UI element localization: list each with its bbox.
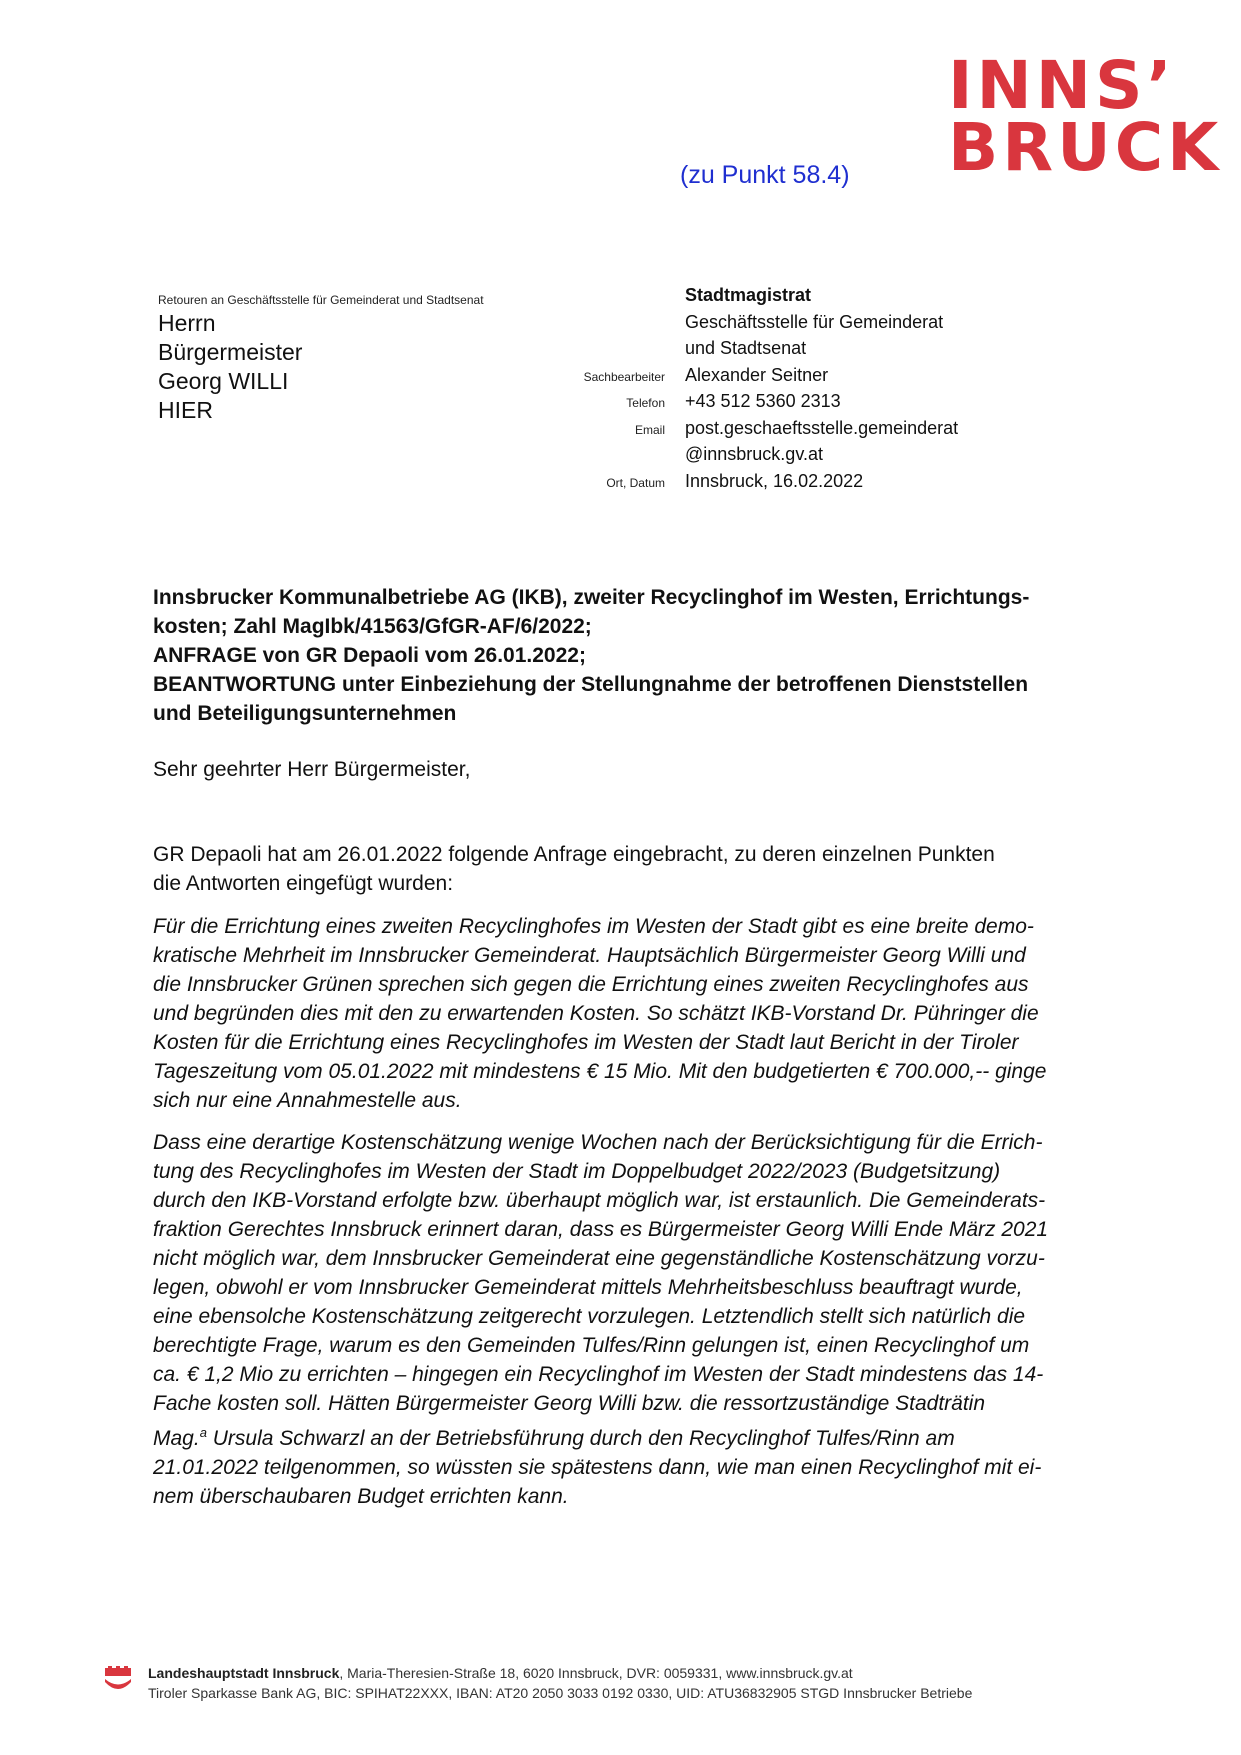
intro-paragraph bbox=[153, 840, 1121, 898]
sender-dept-line-1: Geschäftsstelle für Gemeinderat bbox=[685, 311, 944, 332]
sender-dept-line-2: und Stadtsenat bbox=[685, 338, 807, 358]
footer-address: , Maria-Theresien-Straße 18, 6020 Innsbruck, DVR: 0059331, www.innsbruck.gv.at bbox=[339, 1665, 853, 1681]
paragraph-line: nicht möglich war, dem Innsbrucker Gemeinderat eine gegenständliche Kostenschätzung vorzu- bbox=[153, 1247, 1045, 1270]
paragraph-line: die Innsbrucker Grünen sprechen sich gegen die Errichtung eines zweiten Recyclinghofes aus bbox=[153, 973, 1029, 996]
paragraph-line: Dass eine derartige Kostenschätzung wenige Wochen nach der Berücksichtigung für die Errich- bbox=[153, 1131, 1043, 1154]
paragraph-line: eine ebensolche Kostenschätzung zeitgerecht vorzulegen. Letztendlich stellt sich natürlich die bbox=[153, 1305, 1026, 1328]
ort-datum-value: Innsbruck, 16.02.2022 bbox=[685, 470, 864, 491]
sender-office: Stadtmagistrat bbox=[685, 285, 812, 305]
paragraph-line: Tageszeitung vom 05.01.2022 mit mindestens € 15 Mio. Mit den budgetierten € 700.000,-- ginge bbox=[153, 1060, 1047, 1083]
subject-line: BEANTWORTUNG unter Einbeziehung der Stellungnahme der betroffenen Dienststellen bbox=[153, 673, 1029, 696]
footer-line-1 bbox=[148, 1665, 853, 1681]
paragraph-line: Für die Errichtung eines zweiten Recyclinghofes im Westen der Stadt gibt es eine breite demo- bbox=[153, 915, 1034, 938]
return-address: Retouren an Geschäftsstelle für Gemeinderat und Stadtsenat bbox=[158, 293, 484, 307]
agenda-reference: (zu Punkt 58.4) bbox=[680, 161, 850, 189]
paragraph-line: fraktion Gerechtes Innsbruck erinnert daran, dass es Bürgermeister Georg Willi Ende März 2021 bbox=[153, 1218, 1049, 1241]
telefon-value: +43 512 5360 2313 bbox=[685, 391, 841, 411]
paragraph-line: nem überschaubaren Budget errichten kann. bbox=[153, 1485, 569, 1508]
recipient-line: HIER bbox=[158, 397, 213, 423]
salutation: Sehr geehrter Herr Bürgermeister, bbox=[153, 758, 471, 781]
paragraph-line: ca. € 1,2 Mio zu errichten – hingegen ein Recyclinghof im Westen der Stadt mindestens das 14- bbox=[153, 1363, 1044, 1386]
ort-datum-label: Ort, Datum bbox=[606, 475, 665, 490]
subject-line: kosten; Zahl MagIbk/41563/GfGR-AF/6/2022; bbox=[153, 615, 592, 638]
subject-line: ANFRAGE von GR Depaoli vom 26.01.2022; bbox=[153, 644, 586, 667]
recipient-address bbox=[158, 309, 302, 425]
email-label: Email bbox=[634, 422, 665, 437]
footer-line-2: Tiroler Sparkasse Bank AG, BIC: SPIHAT22XXX, IBAN: AT20 2050 3033 0192 0330, UID: ATU36832905 STGD Innsbrucker Betriebe bbox=[148, 1685, 973, 1701]
paragraph-line: berechtigte Frage, warum es den Gemeinden Tulfes/Rinn gelungen ist, einen Recyclinghof um bbox=[153, 1334, 1030, 1357]
innsbruck-logo bbox=[948, 47, 1223, 186]
paragraph-line: Fache kosten soll. Hätten Bürgermeister Georg Willi bzw. die ressortzuständige Stadträtin bbox=[153, 1392, 986, 1415]
paragraph-line: durch den IKB-Vorstand erfolgte bzw. überhaupt möglich war, ist erstaunlich. Die Gemeinderats- bbox=[153, 1189, 1046, 1212]
paragraph-line bbox=[153, 1418, 1121, 1453]
logo-line-2: BRUCK bbox=[948, 109, 1223, 186]
recipient-line: Bürgermeister bbox=[158, 339, 303, 365]
logo-line-1: INNS’ bbox=[948, 47, 1176, 124]
city-crest-icon bbox=[104, 1666, 132, 1696]
recipient-line: Herrn bbox=[158, 310, 216, 336]
telefon-label: Telefon bbox=[626, 396, 665, 410]
paragraph-line: und begründen dies mit den zu erwartenden Kosten. So schätzt IKB-Vorstand Dr. Pühringer die bbox=[153, 1002, 1039, 1025]
intro-line-2: die Antworten eingefügt wurden: bbox=[153, 872, 454, 895]
sachbearbeiter-value: Alexander Seitner bbox=[685, 364, 829, 385]
sender-block bbox=[565, 285, 995, 497]
recipient-line: Georg WILLI bbox=[158, 368, 289, 394]
quoted-paragraph-2 bbox=[153, 1128, 1121, 1511]
intro-line-1: GR Depaoli hat am 26.01.2022 folgende Anfrage eingebracht, zu deren einzelnen Punkten bbox=[153, 843, 995, 866]
mag-rest: Ursula Schwarzl an der Betriebsführung durch den Recyclinghof Tulfes/Rinn am bbox=[206, 1427, 955, 1450]
mag-prefix: Mag. bbox=[153, 1427, 200, 1450]
paragraph-line: sich nur eine Annahmestelle aus. bbox=[153, 1089, 462, 1112]
paragraph-line: legen, obwohl er vom Innsbrucker Gemeinderat mittels Mehrheitsbeschluss beauftragt wurde, bbox=[153, 1276, 1023, 1299]
subject bbox=[153, 583, 1113, 728]
paragraph-line: tung des Recyclinghofes im Westen der Stadt im Doppelbudget 2022/2023 (Budgetsitzung) bbox=[153, 1160, 1001, 1183]
paragraph-line: 21.01.2022 teilgenommen, so wüssten sie spätestens dann, wie man einen Recyclinghof mit ei- bbox=[153, 1456, 1042, 1479]
subject-line: und Beteiligungsunternehmen bbox=[153, 702, 457, 725]
footer-org: Landeshauptstadt Innsbruck bbox=[148, 1665, 340, 1681]
quoted-paragraph-1 bbox=[153, 912, 1121, 1115]
subject-line: Innsbrucker Kommunalbetriebe AG (IKB), zweiter Recyclinghof im Westen, Errichtungs- bbox=[153, 586, 1030, 609]
paragraph-line: Kosten für die Errichtung eines Recyclinghofes im Westen der Stadt laut Bericht in der Tiroler bbox=[153, 1031, 1019, 1054]
mag-superscript: a bbox=[199, 1425, 207, 1440]
email-value-line-2: @innsbruck.gv.at bbox=[685, 444, 823, 464]
paragraph-line: kratische Mehrheit im Innsbrucker Gemeinderat. Hauptsächlich Bürgermeister Georg Willi und bbox=[153, 944, 1026, 967]
email-value-line-1: post.geschaeftsstelle.gemeinderat bbox=[685, 417, 959, 438]
sachbearbeiter-label: Sachbearbeiter bbox=[583, 369, 665, 384]
